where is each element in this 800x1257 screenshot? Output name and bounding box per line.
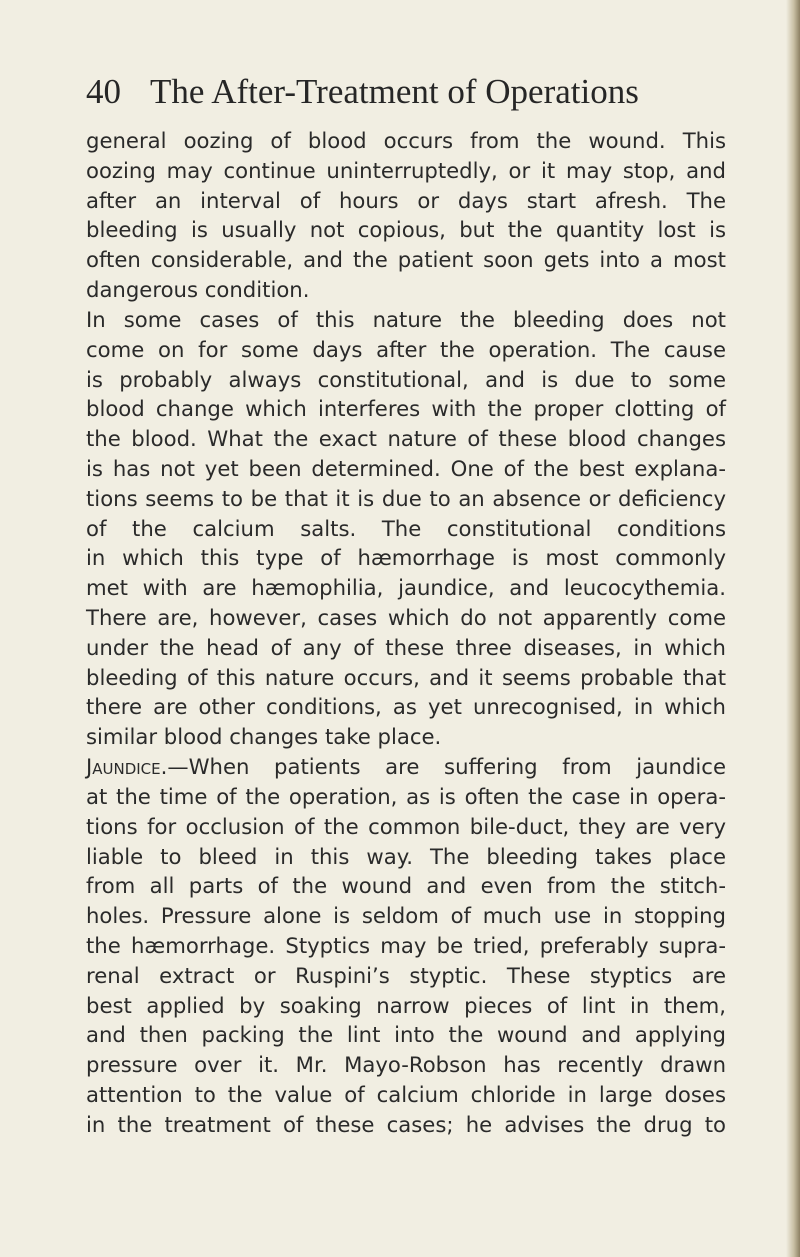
body-text (86, 126, 726, 1140)
line-text: general oozing of blood occurs from the wound. This (86, 128, 726, 153)
line-text: at the time of the operation, as is often the case in opera- (86, 783, 726, 809)
text-line (86, 692, 726, 722)
line-text: In some cases of this nature the bleeding does not (86, 306, 726, 332)
text-line (86, 782, 726, 812)
text-line (86, 1020, 726, 1050)
line-text: after an interval of hours or days start afresh. The (86, 187, 726, 213)
text-line (86, 1110, 726, 1140)
line-text: best applied by soaking narrow pieces of lint in them, (86, 992, 726, 1018)
text-line (86, 663, 726, 693)
line-text: oozing may continue uninterruptedly, or it may stop, and (86, 157, 726, 183)
text-line (86, 573, 726, 603)
line-text: come on for some days after the operation. The cause (86, 336, 726, 362)
text-line (86, 484, 726, 514)
line-text: There are, however, cases which do not apparently come (86, 605, 726, 630)
text-line (86, 335, 726, 365)
line-text: is probably always constitutional, and is due to some (86, 366, 726, 392)
line-text: met with are hæmophilia, jaundice, and leucocythemia. (86, 575, 726, 601)
text-line (86, 186, 726, 216)
line-text: blood change which interferes with the proper clotting of (86, 396, 726, 422)
line-text: —When patients are suffering from jaundice (167, 754, 726, 780)
line-text: the hæmorrhage. Styptics may be tried, preferably supra- (86, 932, 726, 958)
text-line (86, 842, 726, 872)
line-text: holes. Pressure alone is seldom of much use in stopping (86, 903, 726, 929)
text-line (86, 991, 726, 1021)
text-line (86, 424, 726, 454)
line-text: from all parts of the wound and even from the stitch- (86, 873, 726, 899)
line-text: renal extract or Ruspini’s styptic. These styptics are (86, 962, 726, 988)
text-line (86, 722, 726, 752)
line-text: similar blood changes take place. (86, 724, 442, 750)
text-line (86, 752, 726, 782)
section-heading-inline: Jaundice. (86, 754, 168, 780)
text-line (86, 275, 726, 305)
text-line (86, 812, 726, 842)
page-number: 40 (86, 72, 121, 111)
line-text: and then packing the lint into the wound and applying (86, 1022, 726, 1048)
line-text: in the treatment of these cases; he advises the drug to (86, 1111, 726, 1137)
line-text: liable to bleed in this way. The bleeding takes place (86, 843, 726, 869)
running-header (86, 70, 706, 114)
text-line (86, 633, 726, 663)
line-text: the blood. What the exact nature of these blood changes (86, 426, 726, 452)
line-text: in which this type of hæmorrhage is most commonly (86, 545, 726, 571)
line-text: of the calcium salts. The constitutional conditions (86, 515, 726, 541)
line-text: tions for occlusion of the common bile-duct, they are very (86, 813, 726, 839)
line-text: bleeding is usually not copious, but the quantity lost is (86, 217, 726, 243)
text-line (86, 543, 726, 573)
text-line (86, 454, 726, 484)
line-text: attention to the value of calcium chloride in large doses (86, 1082, 726, 1107)
line-text: bleeding of this nature occurs, and it seems probable that (86, 664, 726, 690)
line-text: tions seems to be that it is due to an absence or deficiency (86, 485, 726, 511)
text-line (86, 514, 726, 544)
line-text: under the head of any of these three diseases, in which (86, 634, 726, 660)
text-line (86, 871, 726, 901)
text-line (86, 126, 726, 156)
text-line (86, 961, 726, 991)
text-line (86, 931, 726, 961)
line-text: is has not yet been determined. One of the best explana- (86, 455, 726, 481)
text-line (86, 215, 726, 245)
page-edge-shadow (786, 0, 800, 1257)
line-text: pressure over it. Mr. Mayo-Robson has recently drawn (86, 1052, 726, 1078)
line-text: dangerous condition. (86, 277, 310, 303)
text-line (86, 901, 726, 931)
text-line (86, 394, 726, 424)
text-line (86, 1080, 726, 1110)
text-line (86, 245, 726, 275)
text-line (86, 1050, 726, 1080)
running-title: The After-Treatment of Operations (150, 72, 639, 111)
line-text: there are other conditions, as yet unrecognised, in which (86, 694, 726, 720)
text-line (86, 603, 726, 633)
line-text: often considerable, and the patient soon gets into a most (86, 247, 726, 273)
text-line (86, 156, 726, 186)
text-line (86, 305, 726, 335)
text-line (86, 365, 726, 395)
